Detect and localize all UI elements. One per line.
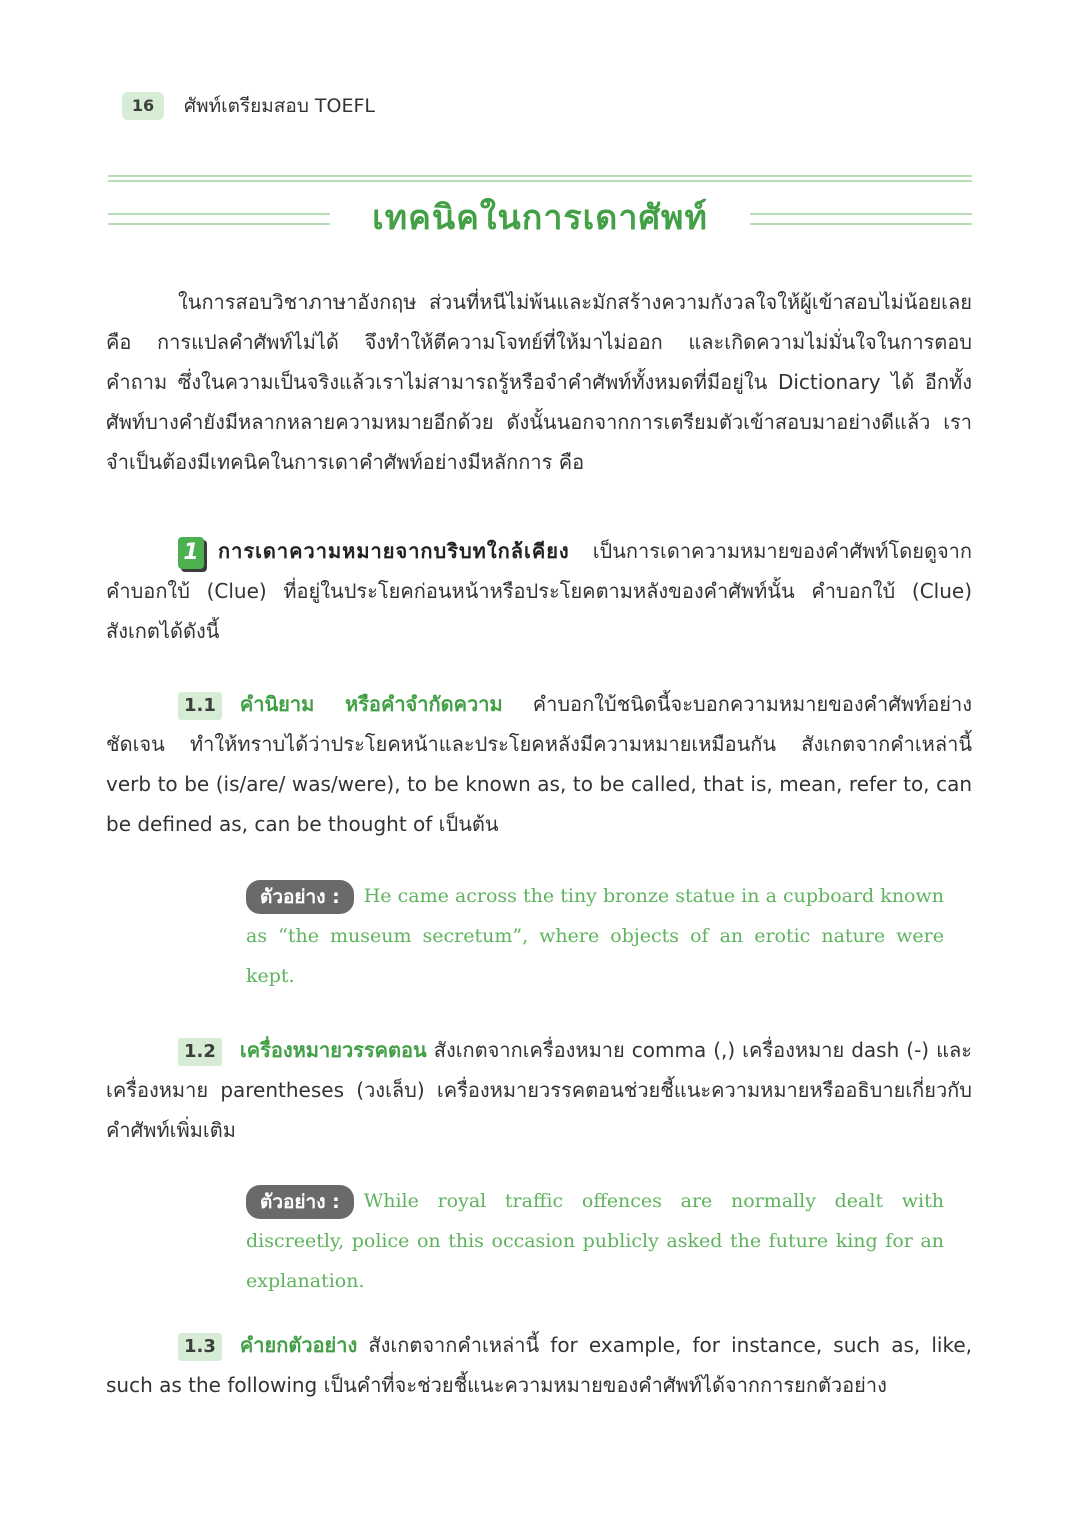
title-rule [108,180,972,182]
example-label: ตัวอย่าง : [246,1185,354,1219]
subsection-heading: คำยกตัวอย่าง [239,1333,358,1357]
subsection-body: สังเกตจากคำเหล่านี้ for example, for instance, such as, like, such as the following เป็นคำที่จะช่วยชี้แนะความหมายของคำศัพท์ได้จากการยกตัวอย่าง [106,1333,972,1397]
page-header [122,91,375,121]
subsection-heading: คำนิยาม หรือคำจำกัดความ [239,692,503,716]
section-number-badge: 1 [178,537,204,569]
intro-paragraph: ในการสอบวิชาภาษาอังกฤษ ส่วนที่หนีไม่พ้นและมักสร้างความกังวลใจให้ผู้เข้าสอบไม่น้อยเลยคือ การแปลคำศัพท์ไม่ได้ จึงทำให้ตีความโจทย์ที่ให้มาไม่ออก และเกิดความไม่มั่นใจในการตอบคำถาม ซึ่งในความเป็นจริงแล้วเราไม่สามารถรู้หรือจำคำศัพท์ทั้งหมดที่มีอยู่ใน Dictionary ได้ อีกทั้งศัพท์บางคำยังมีหลากหลายความหมายอีกด้วย ดังนั้นนอกจากการเตรียมตัวเข้าสอบมาอย่างดีแล้ว เราจำเป็นต้องมีเทคนิคในการเดาคำศัพท์อย่างมีหลักการ คือ [106,290,972,474]
subsection-body: คำบอกใบ้ชนิดนี้จะบอกความหมายของคำศัพท์อย่างชัดเจน ทำให้ทราบได้ว่าประโยคหน้าและประโยคหลังมีความหมายเหมือนกัน สังเกตจากคำเหล่านี้ verb to be (is/are/ was/were), to be known as, to be called, that is, mean, refer to, can be defined as, can be thought of เป็นต้น [106,692,973,836]
subsection-1-2 [106,1030,972,1150]
section-body: เป็นการเดาความหมายของคำศัพท์โดยดูจากคำบอกใบ้ (Clue) ที่อยู่ในประโยคก่อนหน้าหรือประโยคตามหลังของคำศัพท์นั้น คำบอกใบ้ (Clue) สังเกตได้ดังนี้ [106,539,972,643]
example-label: ตัวอย่าง : [246,880,354,914]
example-1-2 [246,1181,944,1301]
subsection-heading: เครื่องหมายวรรคตอน [239,1038,427,1062]
subsection-number-badge: 1.3 [178,1333,222,1361]
title-rule [108,175,972,177]
subsection-1-3 [106,1325,972,1405]
page-title: เทคนิคในการเดาศัพท์ [372,198,708,238]
subsection-number-badge: 1.1 [178,692,222,720]
subsection-1-1 [106,684,972,844]
subsection-body: สังเกตจากเครื่องหมาย comma (,) เครื่องหมาย dash (-) และเครื่องหมาย parentheses (วงเล็บ) เครื่องหมายวรรคตอนช่วยชี้แนะความหมายหรืออธิบายเกี่ยวกับคำศัพท์เพิ่มเติม [106,1038,973,1142]
example-text: He came across the tiny bronze statue in a cupboard known as “the museum secretum”, where objects of an erotic nature were kept. [246,885,944,987]
subsection-number-badge: 1.2 [178,1038,222,1066]
book-title: ศัพท์เตรียมสอบ TOEFL [184,95,375,117]
section-1 [106,531,972,651]
example-1-1 [246,876,944,996]
title-banner [108,175,972,250]
example-text: While royal traffic offences are normally dealt with discreetly, police on this occasion publicly asked the future king for an explanation. [246,1190,944,1292]
section-heading: การเดาความหมายจากบริบทใกล้เคียง [218,539,570,563]
page-number: 16 [122,92,164,120]
